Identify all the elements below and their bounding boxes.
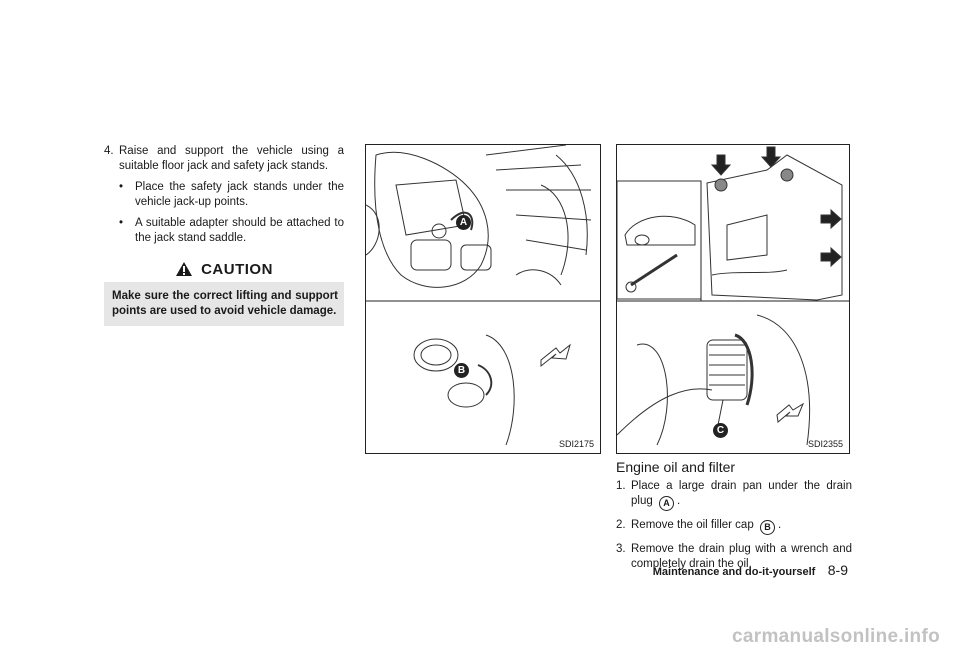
step-text: Place a large drain pan under the drain plug [631, 480, 852, 507]
warning-triangle-icon [175, 261, 193, 277]
bullet-text: Place the safety jack stands under the vehicle jack-up points. [135, 181, 344, 208]
engine-underside-illustration [366, 145, 600, 453]
callout-b: B [454, 363, 469, 378]
footer-section-title: Maintenance and do-it-yourself [652, 566, 816, 578]
figure-engine-drain-plug [365, 144, 601, 454]
caution-box [104, 256, 344, 326]
ref-callout-a: A [659, 496, 674, 511]
callout-a: A [456, 215, 471, 230]
step-text: Remove the drain plug with a wrench and completely drain the oil. [631, 543, 852, 570]
left-column [104, 144, 344, 326]
ref-callout-b: B [760, 520, 775, 535]
caution-title: CAUTION [201, 260, 273, 278]
step-4 [104, 144, 344, 174]
page-number: 8-9 [827, 562, 848, 578]
section-step-2 [616, 518, 852, 535]
section-title: Engine oil and filter [616, 459, 736, 475]
step-number: 1. [616, 480, 626, 492]
step-number: 3. [616, 543, 626, 555]
oil-filter-illustration [617, 145, 849, 453]
bullet-mark: • [119, 217, 124, 229]
figure-oil-filter [616, 144, 850, 454]
step-number: 4. [104, 145, 114, 157]
bullet-item [119, 180, 344, 210]
watermark: carmanualsonline.info [732, 626, 940, 647]
step-tail: . [777, 519, 782, 531]
step-text: Raise and support the vehicle using a suitable floor jack and safety jack stands. [119, 145, 344, 172]
step-number: 2. [616, 519, 626, 531]
callout-c: C [713, 423, 728, 438]
page-footer [0, 562, 848, 580]
section-step-1 [616, 479, 852, 511]
bullet-item [119, 216, 344, 246]
caution-header [104, 256, 344, 282]
caution-text: Make sure the correct lifting and support points are used to avoid vehicle damage. [104, 282, 344, 326]
figure-code: SDI2175 [558, 439, 594, 449]
step-text: Remove the oil filler cap [631, 519, 754, 531]
bullet-mark: • [119, 181, 124, 193]
step-tail: . [676, 495, 681, 507]
figure-code: SDI2355 [807, 439, 843, 449]
bullet-text: A suitable adapter should be attached to the jack stand saddle. [135, 217, 344, 244]
